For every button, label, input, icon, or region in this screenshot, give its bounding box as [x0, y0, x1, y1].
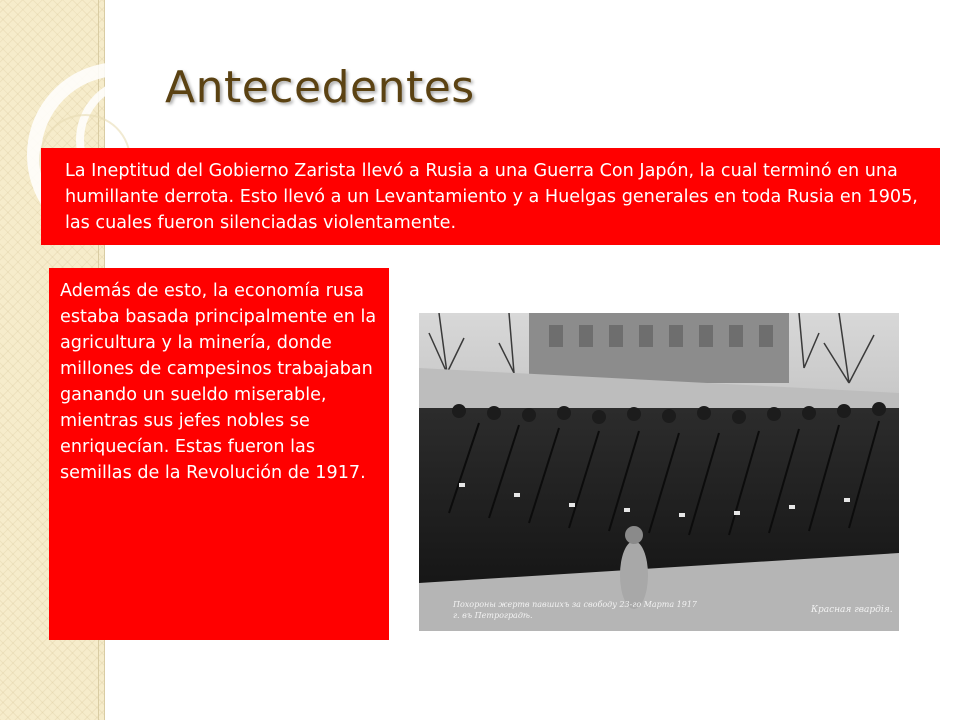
- top-text-box: [41, 148, 940, 245]
- left-paragraph: Además de esto, la economía rusa estaba basada principalmente en la agricultura y la minería, donde millones de campesinos trabajaban ganando un sueldo miserable, mientras sus jefes nobles se enriquecían. Estas fueron las semillas de la Revolución de 1917.: [60, 281, 377, 483]
- historical-photo: [419, 313, 899, 631]
- slide-title: Antecedentes: [165, 62, 475, 113]
- left-text-box: [49, 268, 389, 640]
- photo-caption-right: Красная гвардія.: [811, 605, 893, 615]
- top-paragraph: La Ineptitud del Gobierno Zarista llevó a Rusia a una Guerra Con Japón, la cual terminó en una humillante derrota. Esto llevó a un Levantamiento y a Huelgas generales en toda Rusia en 1905, las cuales fueron silenciadas violentamente.: [65, 161, 918, 233]
- photo-caption-left: Похороны жертв павшихъ за свободу 23-го Марта 1917 г. въ Петроградѣ.: [453, 600, 698, 620]
- soldiers-march-image: [419, 313, 899, 631]
